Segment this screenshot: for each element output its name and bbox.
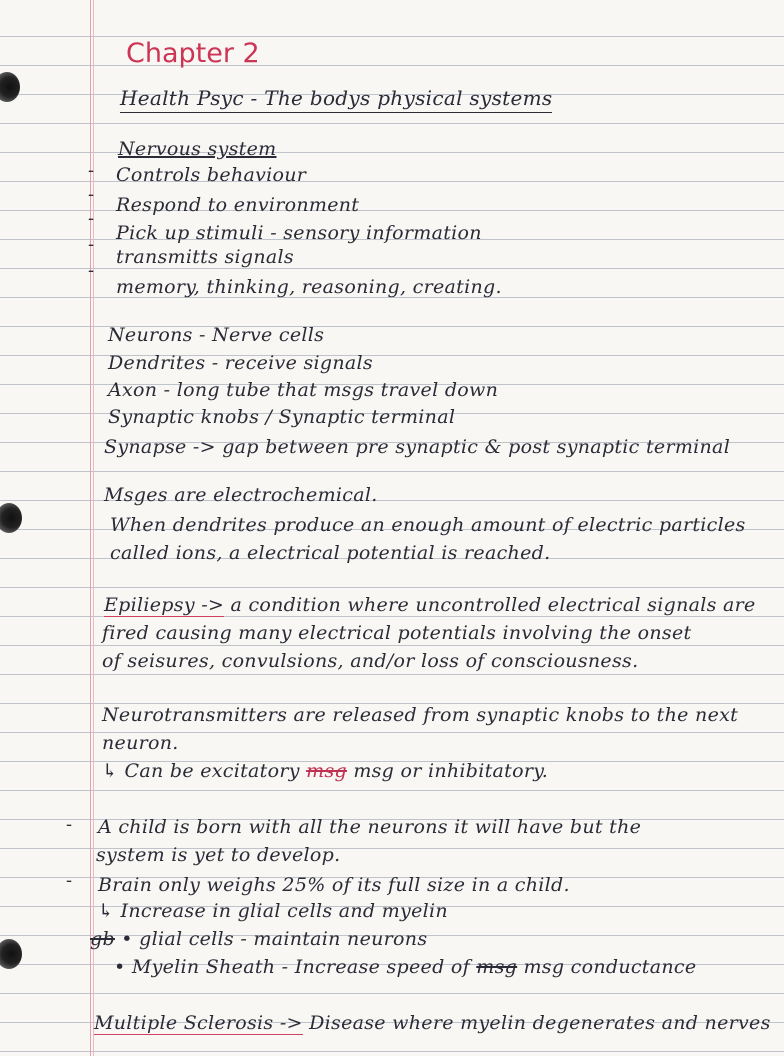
excitatory-line: ↳ Can be excitatory msg msg or inhibitatory. [102,760,549,782]
nervous-system-heading: Nervous system [118,138,277,160]
ms-term: Multiple Sclerosis -> [94,1012,303,1034]
definition-line: Axon - long tube that msgs travel down [108,379,499,401]
bullet-dash: - [88,260,95,281]
epilepsy-line: fired causing many electrical potentials involving the onset [102,622,692,644]
function-item: Controls behaviour [116,164,307,186]
binder-hole-icon [0,503,22,533]
margin-line-inner [93,0,94,1056]
note-line: When dendrites produce an enough amount of electric particles [110,514,746,536]
subtitle: Health Psyc - The bodys physical systems [120,86,552,110]
epilepsy-line: of seisures, convulsions, and/or loss of consciousness. [102,650,639,672]
definition-line: Neurons - Nerve cells [108,324,325,346]
bullet-dash: - [88,184,95,205]
epilepsy-line: Epiliepsy -> a condition where uncontrolled electrical signals are [104,594,756,616]
child-line: system is yet to develop. [96,844,341,866]
child-line: Brain only weighs 25% of its full size in a child. [98,874,570,896]
note-line: called ions, a electrical potential is reached. [110,542,551,564]
bullet-dash: - [88,160,95,181]
child-line: A child is born with all the neurons it will have but the [98,816,642,838]
struck-word: msg [306,760,347,782]
function-item: Pick up stimuli - sensory information [116,222,482,244]
definition-line: Synaptic knobs / Synaptic terminal [108,406,456,428]
binder-hole-icon [0,939,22,969]
margin-line [90,0,91,1056]
function-item: transmitts signals [116,246,294,268]
chapter-title: Chapter 2 [126,38,260,69]
bullet-dash: - [88,234,95,255]
child-line: ↳ Increase in glial cells and myelin [98,900,448,922]
definition-line: Dendrites - receive signals [108,352,373,374]
bullet-dash: - [88,208,95,229]
neurotransmitter-line: neuron. [102,732,179,754]
ms-line: Multiple Sclerosis -> Disease where myelin degenerates and nerves [94,1012,771,1034]
struck-word: msg [476,956,518,978]
binder-hole-icon [0,72,20,102]
function-item: Respond to environment [116,194,360,216]
function-item: memory, thinking, reasoning, creating. [116,276,502,298]
struck-scribble: gb [90,928,115,950]
note-line: Msges are electrochemical. [104,484,378,506]
bullet-dash: - [66,814,73,835]
child-line: gb • glial cells - maintain neurons [90,928,428,950]
child-line: • Myelin Sheath - Increase speed of msg msg conductance [114,956,697,978]
epilepsy-term: Epiliepsy -> [104,594,225,616]
definition-line: Synapse -> gap between pre synaptic & post synaptic terminal [104,436,731,458]
bullet-dash: - [66,870,73,891]
neurotransmitter-line: Neurotransmitters are released from synaptic knobs to the next [102,704,739,726]
